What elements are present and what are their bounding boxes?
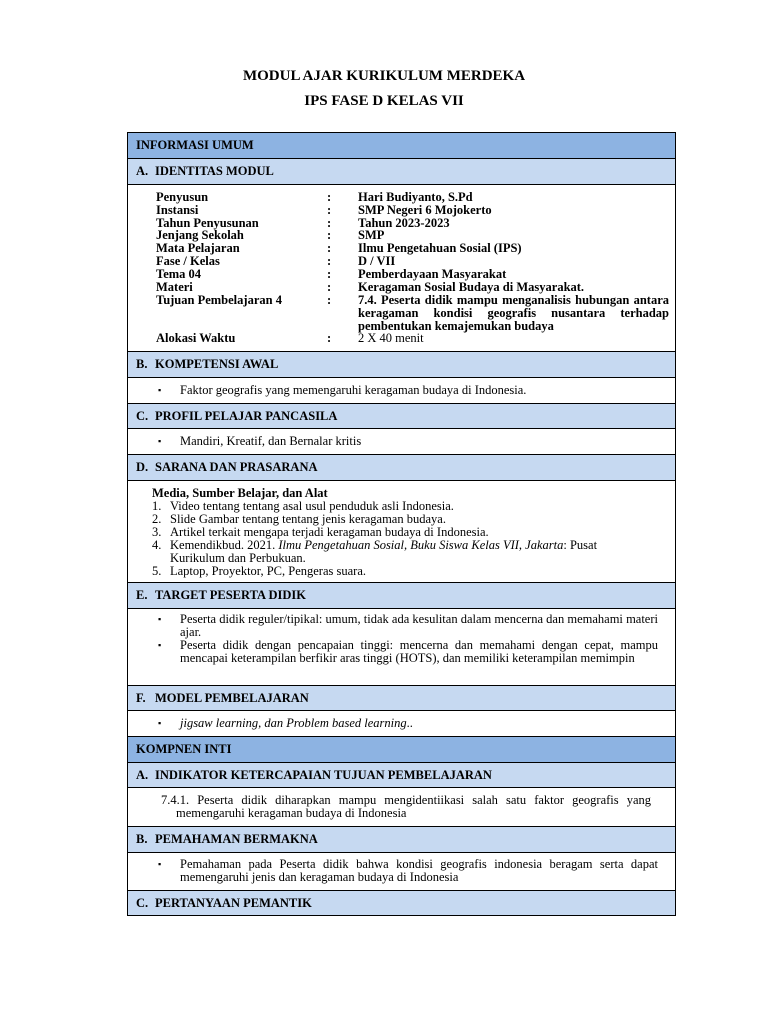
field-value: Keragaman Sosial Budaya di Masyarakat. [358, 280, 585, 294]
field-value: Hari Budiyanto, S.Pd [358, 190, 473, 204]
list-item-text: Laptop, Proyektor, PC, Pengeras suara. [170, 564, 366, 578]
list-item-continuation: Kurikulum dan Perbukuan. [170, 551, 306, 565]
sarana-prasarana-body [128, 480, 675, 582]
item-number: 4. [152, 538, 162, 552]
informasi-umum-header [128, 133, 675, 158]
list-item-text: Pemahaman pada Peserta didik bahwa kondisi geografis indonesia beragam serta dapat memengaruhi jenis dan keragaman budaya di Indonesia [180, 857, 658, 884]
list-item-text: Mandiri, Kreatif, dan Bernalar kritis [180, 434, 362, 448]
section-label: KOMPETENSI AWAL [155, 357, 279, 371]
item-number: 1. [152, 499, 162, 513]
list-item-text: Peserta didik dengan pencapaian tinggi: mencerna dan memahami dengan cepat, mampu mencapai keterampilan berfikir aras tinggi (HOTS), dan memiliki keterampilan memimpin [180, 638, 658, 665]
field-colon: : [327, 293, 332, 307]
item-number: 2. [152, 512, 162, 526]
field-key: Fase / Kelas [156, 254, 220, 268]
list-item-text: Video tentang tentang asal usul penduduk asli Indonesia. [170, 499, 454, 513]
field-colon: : [327, 228, 332, 242]
field-colon: : [327, 203, 332, 217]
field-key: Tahun Penyusunan [156, 216, 259, 230]
field-colon: : [327, 190, 332, 204]
target-peserta-body [128, 608, 675, 685]
field-colon: : [327, 331, 332, 345]
identitas-modul-header [128, 158, 675, 184]
bullet-icon: ▪ [158, 859, 162, 869]
document-subtitle: IPS FASE D KELAS VII [304, 93, 464, 109]
field-key: Mata Pelajaran [156, 241, 240, 255]
field-value: Pemberdayaan Masyarakat [358, 267, 507, 281]
list-item-text [180, 717, 413, 730]
bullet-icon: ▪ [158, 385, 162, 395]
list-item-text: Kemendikbud. 2021. [170, 538, 279, 552]
section-letter: C. [136, 409, 149, 423]
pemahaman-bermakna-header [128, 826, 675, 852]
field-key: Tema 04 [156, 267, 202, 281]
section-letter: A. [136, 164, 149, 178]
section-letter: D. [136, 460, 149, 474]
indikator-text [161, 794, 651, 820]
section-label: PROFIL PELAJAR PANCASILA [155, 409, 338, 423]
field-colon: : [327, 280, 332, 294]
section-letter: C. [136, 896, 149, 910]
list-item-text: Artikel terkait mengapa terjadi keragaman budaya di Indonesia. [170, 525, 489, 539]
kompetensi-awal-header [128, 351, 675, 377]
field-value: Ilmu Pengetahuan Sosial (IPS) [358, 241, 522, 255]
model-pembelajaran-body [128, 710, 675, 736]
section-label: PERTANYAAN PEMANTIK [155, 896, 312, 910]
field-colon: : [327, 254, 332, 268]
profil-pelajar-body [128, 428, 675, 454]
section-label: MODEL PEMBELAJARAN [155, 691, 309, 705]
field-key: Alokasi Waktu [156, 331, 236, 345]
section-label: INDIKATOR KETERCAPAIAN TUJUAN PEMBELAJARAN [155, 768, 492, 782]
section-label: SARANA DAN PRASARANA [155, 460, 318, 474]
komponen-inti-header [128, 736, 675, 762]
kompetensi-awal-body [128, 377, 675, 403]
list-item-tail: .. [406, 716, 413, 730]
identitas-modul-body [128, 184, 675, 351]
field-colon: : [327, 216, 332, 230]
field-key: Jenjang Sekolah [156, 228, 244, 242]
target-peserta-header [128, 582, 675, 608]
indikator-header [128, 762, 675, 787]
section-label: IDENTITAS MODUL [155, 164, 274, 178]
document-title: MODUL AJAR KURIKULUM MERDEKA [242, 68, 526, 84]
field-value: SMP [358, 228, 385, 242]
bullet-icon: ▪ [158, 614, 162, 624]
field-value: Tahun 2023-2023 [358, 216, 450, 230]
list-item-text: Slide Gambar tentang tentang jenis keragaman budaya. [170, 512, 446, 526]
model-pembelajaran-header [128, 685, 675, 710]
field-colon: : [327, 267, 332, 281]
section-letter: B. [136, 832, 148, 846]
pemahaman-bermakna-body [128, 852, 675, 890]
list-item-text: Faktor geografis yang memengaruhi keragaman budaya di Indonesia. [180, 383, 527, 397]
komponen-inti-label: KOMPNEN INTI [136, 742, 232, 756]
field-colon: : [327, 241, 332, 255]
pertanyaan-pemantik-header [128, 890, 675, 915]
informasi-umum-label: INFORMASI UMUM [136, 138, 254, 152]
model-names: jigsaw learning, dan Problem based learning [180, 716, 407, 730]
field-key: Instansi [156, 203, 199, 217]
list-item [152, 565, 366, 578]
list-item-text: Peserta didik reguler/tipikal: umum, tidak ada kesulitan dalam mencerna dan memahami materi ajar. [180, 612, 658, 639]
sarana-prasarana-header [128, 454, 675, 480]
field-key: Penyusun [156, 190, 209, 204]
module-table [127, 132, 676, 916]
field-key: Tujuan Pembelajaran 4 [156, 293, 282, 307]
tujuan-pembelajaran-value: 7.4. Peserta didik mampu menganalisis hubungan antara keragaman kondisi geografis nusantara terhadap pembentukan kemajemukan budaya [358, 293, 669, 333]
section-letter: A. [136, 768, 149, 782]
profil-pelajar-header [128, 403, 675, 428]
book-title: Ilmu Pengetahuan Sosial, Buku Siswa Kelas VII, Jakarta [278, 538, 564, 552]
section-letter: B. [136, 357, 148, 371]
sarana-subtitle: Media, Sumber Belajar, dan Alat [152, 486, 328, 500]
list-item-text: : Pusat [563, 538, 598, 552]
field-key: Materi [156, 280, 193, 294]
field-value: D / VII [358, 254, 396, 268]
item-number: 5. [152, 564, 162, 578]
item-number: 3. [152, 525, 162, 539]
field-value: 2 X 40 menit [358, 331, 424, 345]
section-label: PEMAHAMAN BERMAKNA [155, 832, 318, 846]
section-letter: F. [136, 691, 146, 705]
section-label: TARGET PESERTA DIDIK [155, 588, 306, 602]
section-letter: E. [136, 588, 148, 602]
bullet-icon: ▪ [158, 640, 162, 650]
field-value: SMP Negeri 6 Mojokerto [358, 203, 492, 217]
indikator-line: 7.4.1. Peserta didik diharapkan mampu mengidentiikasi salah satu faktor geografis yang memengaruhi keragaman budaya di Indonesia [161, 793, 651, 820]
bullet-icon: ▪ [158, 718, 162, 728]
indikator-body [128, 787, 675, 826]
bullet-icon: ▪ [158, 436, 162, 446]
